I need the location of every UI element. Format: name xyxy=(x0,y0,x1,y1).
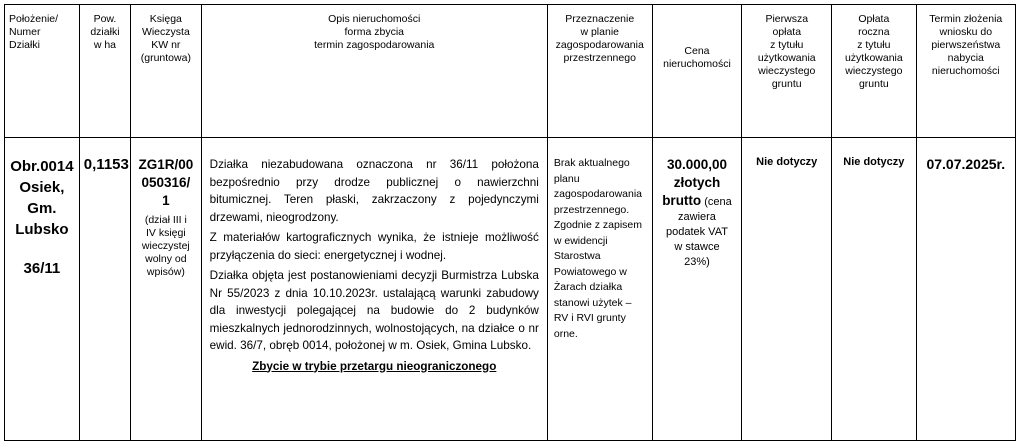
table-row xyxy=(5,138,1016,441)
header-price: Cena nieruchomości xyxy=(652,5,742,138)
description-paragraph-1: Działka niezabudowana oznaczona nr 36/11 położona bezpośrednio przy drodze publicznej o nawierzchni bitumicznej. Teren płaski, zakrzaczony z pojedynczymi drzewami, nieogrodzony. xyxy=(209,158,539,224)
header-deadline: Termin złożenia wniosku do pierwszeństwa nabycia nieruchomości xyxy=(916,5,1015,138)
cell-land-register xyxy=(131,138,202,441)
kw-number: ZG1R/00 050316/ 1 xyxy=(138,157,194,208)
cell-description xyxy=(201,138,547,441)
property-table xyxy=(4,4,1016,441)
cell-area: 0,1153 xyxy=(79,138,130,441)
header-first-fee: Pierwsza opłata z tytułu użytkowania wieczystego gruntu xyxy=(742,5,832,138)
location-text: Obr.0014 Osiek, Gm. Lubsko xyxy=(10,158,74,238)
cell-location xyxy=(5,138,80,441)
cell-annual-fee: Nie dotyczy xyxy=(832,138,916,441)
cell-price xyxy=(652,138,742,441)
header-land-register: Księga Wieczysta KW nr (gruntowa) xyxy=(131,5,202,138)
description-paragraph-2: Z materiałów kartograficznych wynika, że istnieje możliwość przyłączenia do sieci: energetycznej i wodnej. xyxy=(209,231,539,262)
header-description: Opis nieruchomości forma zbycia termin zagospodarowania xyxy=(201,5,547,138)
price-main: 30.000,00 złotych brutto xyxy=(662,157,727,208)
header-area: Pow. działki w ha xyxy=(79,5,130,138)
header-annual-fee: Opłata roczna z tytułu użytkowania wieczystego gruntu xyxy=(832,5,916,138)
header-plan-purpose: Przeznaczenie w planie zagospodarowania przestrzennego xyxy=(547,5,652,138)
description-paragraph-3: Działka objęta jest postanowieniami decyzji Burmistrza Lubska Nr 55/2023 z dnia 10.10.2023r. ustalającą warunki zabudowy dla inwestycji polegającej na budowie do 2 budynków mieszkalnych jednorodzinnych, wolnostojących, na działce o nr ewid. 36/7, obręb 0014, położonej w m. Osiek, Gmina Lubsko. xyxy=(209,269,539,352)
header-location: Położenie/ Numer Działki xyxy=(5,5,80,138)
cell-deadline: 07.07.2025r. xyxy=(916,138,1015,441)
cell-first-fee: Nie dotyczy xyxy=(742,138,832,441)
price-note: (cena zawiera podatek VAT w stawce 23%) xyxy=(665,196,732,268)
kw-note: (dział III i IV księgi wieczystej wolny od wpisów) xyxy=(141,214,190,278)
plot-number: 36/11 xyxy=(23,260,61,277)
header-row xyxy=(5,5,1016,138)
cell-plan-purpose: Brak aktualnego planu zagospodarowania przestrzennego. Zgodnie z zapisem w ewidencji Starostwa Powiatowego w Żarach działka stanowi użytek – RV i RVI grunty orne. xyxy=(547,138,652,441)
sale-form: Zbycie w trybie przetargu nieograniczonego xyxy=(252,359,497,373)
